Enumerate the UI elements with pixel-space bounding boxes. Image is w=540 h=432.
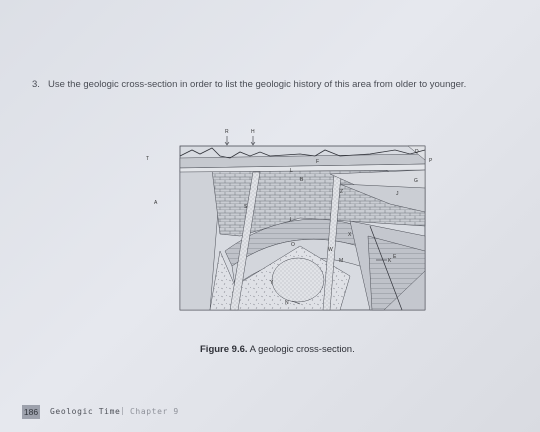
question-text: Use the geologic cross-section in order to list the geologic history of this area from older to younger.	[48, 79, 467, 90]
arrow-h-icon	[251, 136, 255, 145]
label-k: K	[388, 258, 392, 264]
label-p: P	[429, 158, 433, 164]
question-number: 3.	[32, 79, 40, 90]
label-i: I	[290, 217, 292, 223]
figure-caption	[200, 344, 355, 355]
label-b: B	[300, 177, 304, 183]
label-l: L	[290, 168, 293, 174]
label-j: J	[396, 191, 399, 197]
page-number: 186	[23, 407, 39, 417]
label-n: N	[285, 300, 289, 306]
label-a: A	[154, 200, 158, 206]
label-o: O	[291, 242, 295, 248]
label-y: Y	[270, 280, 274, 286]
label-r: R	[225, 129, 229, 135]
geologic-cross-section	[140, 126, 440, 320]
label-f: F	[316, 159, 320, 165]
label-e: E	[393, 254, 397, 260]
arrow-r-icon	[225, 136, 229, 145]
caption-label: Figure 9.6.	[200, 344, 248, 355]
label-s: S	[244, 204, 248, 210]
intrusion-oval	[272, 258, 324, 302]
chapter-title: Chapter 9	[130, 407, 179, 416]
label-z: Z	[340, 189, 344, 195]
label-h: H	[251, 129, 255, 135]
caption-text: A geologic cross-section.	[247, 344, 355, 355]
label-x: X	[348, 232, 352, 238]
label-w: W	[328, 247, 333, 253]
book-title: Geologic Time	[50, 407, 121, 416]
footer-separator: |	[120, 406, 125, 415]
label-m: M	[339, 258, 344, 264]
label-g: G	[414, 178, 418, 184]
label-d: D	[415, 149, 419, 155]
label-t: T	[146, 156, 150, 162]
